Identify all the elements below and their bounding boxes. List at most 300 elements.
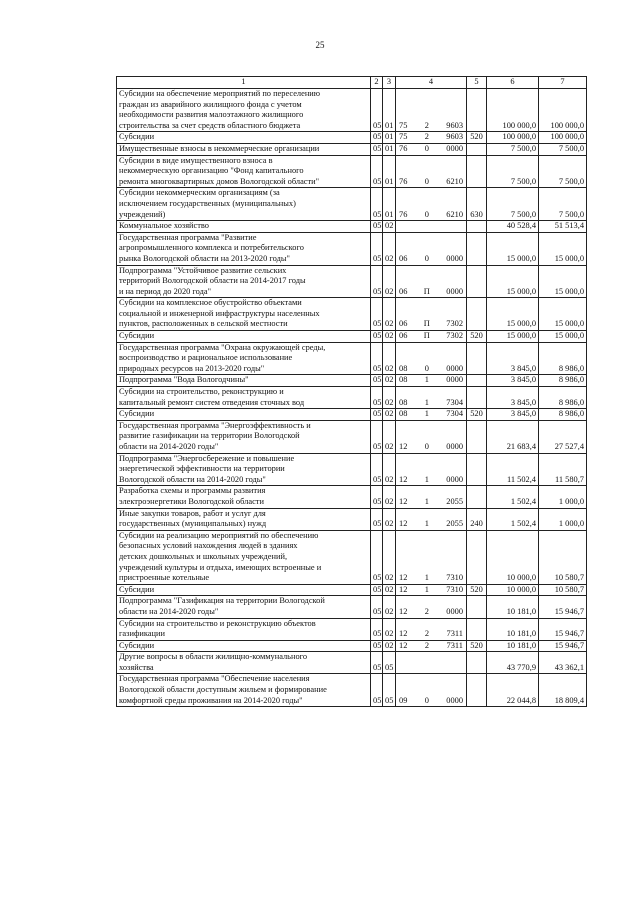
amount-year2-cell: 1 000,0 xyxy=(539,508,587,530)
expense-type-cell: 520 xyxy=(467,331,487,343)
code-part: 7302 xyxy=(446,319,463,329)
code-part: 76 xyxy=(399,209,408,219)
code-part: 7310 xyxy=(446,584,463,594)
target-article-code xyxy=(398,319,464,330)
section-code-cell: 05 xyxy=(371,265,383,298)
amount-year2-cell: 7 500,0 xyxy=(539,143,587,155)
amount-year1-cell: 3 845,0 xyxy=(487,387,539,409)
target-article-cell xyxy=(396,652,467,674)
table-body xyxy=(117,89,587,707)
column-header: 4 xyxy=(396,77,467,89)
code-part: 2055 xyxy=(446,496,463,506)
code-part: 75 xyxy=(399,120,408,130)
table-row xyxy=(117,342,587,375)
row-name-cell: Субсидии xyxy=(117,584,371,596)
column-header: 3 xyxy=(383,77,396,89)
code-part: 06 xyxy=(399,331,408,341)
target-article-cell xyxy=(396,232,467,265)
subsection-code-cell: 02 xyxy=(383,331,396,343)
code-part: 12 xyxy=(399,584,408,594)
expense-type-cell xyxy=(467,652,487,674)
target-article-code xyxy=(398,375,464,386)
row-name-cell: Субсидии xyxy=(117,640,371,652)
subsection-code-cell: 02 xyxy=(383,221,396,233)
subsection-code-cell: 01 xyxy=(383,188,396,221)
row-name-cell: Субсидии xyxy=(117,331,371,343)
target-article-cell xyxy=(396,674,467,707)
expense-type-cell: 520 xyxy=(467,409,487,421)
subsection-code-cell: 02 xyxy=(383,298,396,331)
target-article-cell xyxy=(396,188,467,221)
amount-year2-cell: 10 580,7 xyxy=(539,584,587,596)
row-name-cell: Подпрограмма "Устойчивое развитие сельских территорий Вологодской области на 2014-2017 годы и на период до 2020 года" xyxy=(117,265,371,298)
amount-year1-cell: 100 000,0 xyxy=(487,132,539,144)
target-article-cell xyxy=(396,342,467,375)
target-article-code xyxy=(398,475,464,486)
target-article-cell xyxy=(396,132,467,144)
amount-year1-cell: 11 502,4 xyxy=(487,453,539,486)
subsection-code-cell: 01 xyxy=(383,143,396,155)
row-name-cell: Субсидии на строительство и реконструкцию объектов газификации xyxy=(117,618,371,640)
amount-year1-cell: 10 000,0 xyxy=(487,530,539,584)
amount-year1-cell: 10 181,0 xyxy=(487,596,539,618)
subsection-code-cell: 02 xyxy=(383,530,396,584)
code-part: 0000 xyxy=(446,695,463,705)
row-name-cell: Разработка схемы и программы развития электроэнергетики Вологодской области xyxy=(117,486,371,508)
amount-year2-cell: 8 986,0 xyxy=(539,342,587,375)
expense-type-cell xyxy=(467,298,487,331)
expense-type-cell: 240 xyxy=(467,508,487,530)
target-article-cell xyxy=(396,375,467,387)
target-article-cell xyxy=(396,508,467,530)
subsection-code-cell: 02 xyxy=(383,618,396,640)
column-header: 7 xyxy=(539,77,587,89)
section-code-cell: 05 xyxy=(371,508,383,530)
amount-year2-cell: 43 362,1 xyxy=(539,652,587,674)
amount-year1-cell: 10 181,0 xyxy=(487,618,539,640)
section-code-cell: 05 xyxy=(371,618,383,640)
table-row xyxy=(117,409,587,421)
code-part: 12 xyxy=(399,519,408,529)
row-name-cell: Подпрограмма "Энергосбережение и повышение энергетической эффективности на территории Вологодской области на 2014-2020 годы" xyxy=(117,453,371,486)
table-row xyxy=(117,331,587,343)
row-name-cell: Подпрограмма "Вода Вологодчины" xyxy=(117,375,371,387)
table-row xyxy=(117,143,587,155)
column-header: 6 xyxy=(487,77,539,89)
code-part: 7310 xyxy=(446,573,463,583)
code-part: 12 xyxy=(399,606,408,616)
section-code-cell: 05 xyxy=(371,232,383,265)
amount-year1-cell: 15 000,0 xyxy=(487,232,539,265)
target-article-code xyxy=(398,132,464,143)
amount-year2-cell: 7 500,0 xyxy=(539,155,587,188)
amount-year2-cell: 15 000,0 xyxy=(539,331,587,343)
target-article-code xyxy=(398,409,464,420)
code-part: 7302 xyxy=(446,331,463,341)
row-name-cell: Государственная программа "Развитие агропромышленного комплекса и потребительского рынка Вологодской области на 2013-2020 годы" xyxy=(117,232,371,265)
code-part: 0000 xyxy=(446,474,463,484)
row-name-cell: Субсидии xyxy=(117,409,371,421)
column-header: 5 xyxy=(467,77,487,89)
amount-year2-cell: 11 580,7 xyxy=(539,453,587,486)
code-part: 06 xyxy=(399,319,408,329)
amount-year2-cell: 8 986,0 xyxy=(539,375,587,387)
target-article-code xyxy=(398,177,464,188)
amount-year1-cell: 7 500,0 xyxy=(487,155,539,188)
expense-type-cell: 520 xyxy=(467,132,487,144)
code-part: 7304 xyxy=(446,409,463,419)
column-header: 1 xyxy=(117,77,371,89)
expense-type-cell xyxy=(467,596,487,618)
amount-year1-cell: 15 000,0 xyxy=(487,265,539,298)
section-code-cell: 05 xyxy=(371,596,383,618)
target-article-cell xyxy=(396,453,467,486)
section-code-cell: 05 xyxy=(371,453,383,486)
code-part: 6210 xyxy=(446,176,463,186)
code-part: 0 xyxy=(424,363,429,373)
amount-year2-cell: 15 000,0 xyxy=(539,298,587,331)
amount-year1-cell: 1 502,4 xyxy=(487,508,539,530)
subsection-code-cell: 01 xyxy=(383,89,396,132)
code-part: П xyxy=(423,319,430,329)
expense-type-cell xyxy=(467,453,487,486)
expense-type-cell xyxy=(467,486,487,508)
row-name-cell: Государственная программа "Охрана окружающей среды, воспроизводство и рациональное использование природных ресурсов на 2013-2020 годы" xyxy=(117,342,371,375)
amount-year2-cell: 51 513,4 xyxy=(539,221,587,233)
table-row xyxy=(117,232,587,265)
amount-year1-cell: 15 000,0 xyxy=(487,298,539,331)
code-part: 0 xyxy=(424,253,429,263)
code-part: 7311 xyxy=(446,640,463,650)
section-code-cell: 05 xyxy=(371,584,383,596)
table-row xyxy=(117,265,587,298)
code-part: 0 xyxy=(424,695,429,705)
expense-type-cell xyxy=(467,530,487,584)
target-article-cell xyxy=(396,265,467,298)
code-part: 1 xyxy=(424,496,429,506)
section-code-cell: 05 xyxy=(371,409,383,421)
expense-type-cell xyxy=(467,265,487,298)
section-code-cell: 05 xyxy=(371,298,383,331)
section-code-cell: 05 xyxy=(371,652,383,674)
target-article-code xyxy=(398,331,464,342)
code-part: 1 xyxy=(424,584,429,594)
amount-year1-cell: 3 845,0 xyxy=(487,342,539,375)
code-part: 2 xyxy=(424,120,429,130)
subsection-code-cell: 05 xyxy=(383,674,396,707)
table-row xyxy=(117,596,587,618)
target-article-cell xyxy=(396,618,467,640)
subsection-code-cell: 02 xyxy=(383,596,396,618)
section-code-cell: 05 xyxy=(371,188,383,221)
expense-type-cell: 520 xyxy=(467,584,487,596)
target-article-cell xyxy=(396,640,467,652)
target-article-code xyxy=(398,398,464,409)
code-part: 76 xyxy=(399,176,408,186)
code-part: 06 xyxy=(399,286,408,296)
target-article-code xyxy=(398,210,464,221)
code-part: 08 xyxy=(399,375,408,385)
row-name-cell: Коммунальное хозяйство xyxy=(117,221,371,233)
code-part: 9603 xyxy=(446,120,463,130)
code-part: 06 xyxy=(399,253,408,263)
section-code-cell: 05 xyxy=(371,674,383,707)
amount-year2-cell: 7 500,0 xyxy=(539,188,587,221)
amount-year2-cell: 8 986,0 xyxy=(539,409,587,421)
code-part: 1 xyxy=(424,375,429,385)
expense-type-cell xyxy=(467,89,487,132)
code-part: 09 xyxy=(399,695,408,705)
table-row xyxy=(117,89,587,132)
code-part: 0 xyxy=(424,209,429,219)
section-code-cell: 05 xyxy=(371,530,383,584)
amount-year1-cell: 3 845,0 xyxy=(487,375,539,387)
expense-type-cell: 520 xyxy=(467,640,487,652)
code-part: 2 xyxy=(424,629,430,639)
target-article-cell xyxy=(396,89,467,132)
target-article-code xyxy=(398,607,464,618)
row-name-cell: Имущественные взносы в некоммерческие организации xyxy=(117,143,371,155)
table-row xyxy=(117,132,587,144)
target-article-cell xyxy=(396,486,467,508)
code-part: 9603 xyxy=(446,132,463,142)
amount-year1-cell: 43 770,9 xyxy=(487,652,539,674)
amount-year2-cell: 1 000,0 xyxy=(539,486,587,508)
budget-table xyxy=(116,76,587,707)
code-part: 08 xyxy=(399,363,408,373)
code-part: 1 xyxy=(424,474,429,484)
code-part: 12 xyxy=(399,640,408,650)
subsection-code-cell: 01 xyxy=(383,155,396,188)
row-name-cell: Субсидии на комплексное обустройство объектами социальной и инженерной инфраструктуры населенных пунктов, расположенных в сельской местности xyxy=(117,298,371,331)
expense-type-cell xyxy=(467,674,487,707)
table-row xyxy=(117,453,587,486)
target-article-cell xyxy=(396,155,467,188)
code-part: 1 xyxy=(424,397,429,407)
code-part: 12 xyxy=(399,573,408,583)
code-part: 2 xyxy=(424,640,430,650)
target-article-cell xyxy=(396,143,467,155)
section-code-cell: 05 xyxy=(371,486,383,508)
code-part: 76 xyxy=(399,143,408,153)
section-code-cell: 05 xyxy=(371,387,383,409)
subsection-code-cell: 02 xyxy=(383,232,396,265)
amount-year1-cell: 22 044,8 xyxy=(487,674,539,707)
table-header-row xyxy=(117,77,587,89)
row-name-cell: Субсидии в виде имущественного взноса в некоммерческую организацию "Фонд капитального ремонта многоквартирных домов Вологодской области" xyxy=(117,155,371,188)
table-row xyxy=(117,420,587,453)
row-name-cell: Субсидии xyxy=(117,132,371,144)
expense-type-cell xyxy=(467,155,487,188)
amount-year1-cell: 10 181,0 xyxy=(487,640,539,652)
subsection-code-cell: 02 xyxy=(383,375,396,387)
code-part: 12 xyxy=(399,442,408,451)
expense-type-cell xyxy=(467,387,487,409)
column-header: 2 xyxy=(371,77,383,89)
code-part: 1 xyxy=(424,573,429,583)
amount-year2-cell: 8 986,0 xyxy=(539,387,587,409)
target-article-cell xyxy=(396,409,467,421)
amount-year2-cell: 15 946,7 xyxy=(539,596,587,618)
code-part: 75 xyxy=(399,132,408,142)
expense-type-cell xyxy=(467,342,487,375)
target-article-code xyxy=(398,573,464,584)
table-row xyxy=(117,188,587,221)
row-name-cell: Государственная программа "Энергоэффективность и развитие газификации на территории Вологодской области на 2014-2020 годы" xyxy=(117,420,371,453)
section-code-cell: 05 xyxy=(371,640,383,652)
code-part: П xyxy=(423,286,430,296)
table-row xyxy=(117,221,587,233)
table-row xyxy=(117,486,587,508)
amount-year1-cell: 100 000,0 xyxy=(487,89,539,132)
code-part: 2055 xyxy=(446,519,463,529)
target-article-cell xyxy=(396,420,467,453)
target-article-code xyxy=(398,287,464,298)
subsection-code-cell: 05 xyxy=(383,652,396,674)
table-row xyxy=(117,387,587,409)
table-row xyxy=(117,375,587,387)
code-part: 0000 xyxy=(446,286,463,296)
row-name-cell: Государственная программа "Обеспечение населения Вологодской области доступным жильем и формирование комфортной среды проживания на 2014-2020 годы" xyxy=(117,674,371,707)
subsection-code-cell: 02 xyxy=(383,420,396,453)
code-part: 0 xyxy=(424,176,429,186)
row-name-cell: Другие вопросы в области жилищно-коммунального хозяйства xyxy=(117,652,371,674)
subsection-code-cell: 02 xyxy=(383,584,396,596)
amount-year1-cell: 40 528,4 xyxy=(487,221,539,233)
section-code-cell: 05 xyxy=(371,155,383,188)
row-name-cell: Субсидии на строительство, реконструкцию и капитальный ремонт систем отведения сточных вод xyxy=(117,387,371,409)
amount-year2-cell: 15 946,7 xyxy=(539,640,587,652)
target-article-cell xyxy=(396,221,467,233)
target-article-cell xyxy=(396,331,467,343)
amount-year1-cell: 15 000,0 xyxy=(487,331,539,343)
code-part: 7304 xyxy=(446,397,463,407)
code-part: 6210 xyxy=(446,209,463,219)
amount-year2-cell: 27 527,4 xyxy=(539,420,587,453)
section-code-cell: 05 xyxy=(371,342,383,375)
code-part: 0 xyxy=(424,143,429,153)
target-article-cell xyxy=(396,596,467,618)
amount-year1-cell: 7 500,0 xyxy=(487,143,539,155)
code-part: 7311 xyxy=(446,629,463,639)
amount-year1-cell: 7 500,0 xyxy=(487,188,539,221)
subsection-code-cell: 02 xyxy=(383,640,396,652)
amount-year1-cell: 21 683,4 xyxy=(487,420,539,453)
amount-year1-cell: 10 000,0 xyxy=(487,584,539,596)
code-part: 1 xyxy=(424,519,429,529)
amount-year2-cell: 100 000,0 xyxy=(539,132,587,144)
section-code-cell: 05 xyxy=(371,221,383,233)
target-article-code xyxy=(398,254,464,265)
code-part: 1 xyxy=(424,409,429,419)
amount-year2-cell: 15 000,0 xyxy=(539,265,587,298)
code-part: 2 xyxy=(424,606,429,616)
code-part: 0000 xyxy=(446,363,463,373)
row-name-cell: Подпрограмма "Газификация на территории Вологодской области на 2014-2020 годы" xyxy=(117,596,371,618)
section-code-cell: 05 xyxy=(371,331,383,343)
expense-type-cell xyxy=(467,375,487,387)
target-article-code xyxy=(398,519,464,530)
target-article-code xyxy=(398,641,464,652)
amount-year1-cell: 1 502,4 xyxy=(487,486,539,508)
expense-type-cell xyxy=(467,420,487,453)
section-code-cell: 05 xyxy=(371,132,383,144)
code-part: 08 xyxy=(399,397,408,407)
target-article-code xyxy=(398,629,464,640)
table-row xyxy=(117,155,587,188)
code-part: 08 xyxy=(399,409,408,419)
code-part: 0000 xyxy=(446,442,463,451)
table-row xyxy=(117,618,587,640)
expense-type-cell xyxy=(467,232,487,265)
code-part: 0000 xyxy=(446,606,463,616)
row-name-cell: Субсидии некоммерческим организациям (за исключением государственных (муниципальных) учреждений) xyxy=(117,188,371,221)
code-part: 12 xyxy=(399,474,408,484)
amount-year2-cell: 18 809,4 xyxy=(539,674,587,707)
target-article-cell xyxy=(396,387,467,409)
target-article-code xyxy=(398,585,464,596)
page-number: 25 xyxy=(315,40,325,50)
table-row xyxy=(117,508,587,530)
code-part: 2 xyxy=(424,132,429,142)
row-name-cell: Субсидии на обеспечение мероприятий по переселению граждан из аварийного жилищного фонда с учетом необходимости развития малоэтажного жилищного строительства за счет средств областного бюджета xyxy=(117,89,371,132)
code-part: 12 xyxy=(399,496,408,506)
section-code-cell: 05 xyxy=(371,143,383,155)
section-code-cell: 05 xyxy=(371,420,383,453)
subsection-code-cell: 02 xyxy=(383,265,396,298)
amount-year2-cell: 10 580,7 xyxy=(539,530,587,584)
amount-year2-cell: 100 000,0 xyxy=(539,89,587,132)
expense-type-cell xyxy=(467,221,487,233)
table-row xyxy=(117,652,587,674)
row-name-cell: Субсидии на реализацию мероприятий по обеспечению безопасных условий нахождения людей в зданиях детских дошкольных и школьных учреждений, учреждений культуры и отдыха, имеющих встроенные и пристроенные котельные xyxy=(117,530,371,584)
expense-type-cell: 630 xyxy=(467,188,487,221)
expense-type-cell xyxy=(467,618,487,640)
code-part: 0 xyxy=(424,442,429,451)
target-article-code xyxy=(398,121,464,132)
subsection-code-cell: 02 xyxy=(383,409,396,421)
target-article-code xyxy=(398,144,464,155)
code-part: П xyxy=(423,331,430,341)
subsection-code-cell: 02 xyxy=(383,342,396,375)
table-row xyxy=(117,298,587,331)
table-row xyxy=(117,640,587,652)
subsection-code-cell: 02 xyxy=(383,387,396,409)
section-code-cell: 05 xyxy=(371,375,383,387)
row-name-cell: Иные закупки товаров, работ и услуг для государственных (муниципальных) нужд xyxy=(117,508,371,530)
table-row xyxy=(117,584,587,596)
code-part: 12 xyxy=(399,629,408,639)
subsection-code-cell: 01 xyxy=(383,132,396,144)
amount-year2-cell: 15 000,0 xyxy=(539,232,587,265)
target-article-code xyxy=(398,497,464,508)
code-part: 0000 xyxy=(446,375,463,385)
subsection-code-cell: 02 xyxy=(383,453,396,486)
target-article-cell xyxy=(396,530,467,584)
subsection-code-cell: 02 xyxy=(383,508,396,530)
section-code-cell: 05 xyxy=(371,89,383,132)
amount-year1-cell: 3 845,0 xyxy=(487,409,539,421)
amount-year2-cell: 15 946,7 xyxy=(539,618,587,640)
table-row xyxy=(117,530,587,584)
table-row xyxy=(117,674,587,707)
target-article-code xyxy=(398,696,464,707)
target-article-code xyxy=(398,364,464,375)
subsection-code-cell: 02 xyxy=(383,486,396,508)
expense-type-cell xyxy=(467,143,487,155)
code-part: 0000 xyxy=(446,143,463,153)
target-article-code xyxy=(398,442,464,453)
